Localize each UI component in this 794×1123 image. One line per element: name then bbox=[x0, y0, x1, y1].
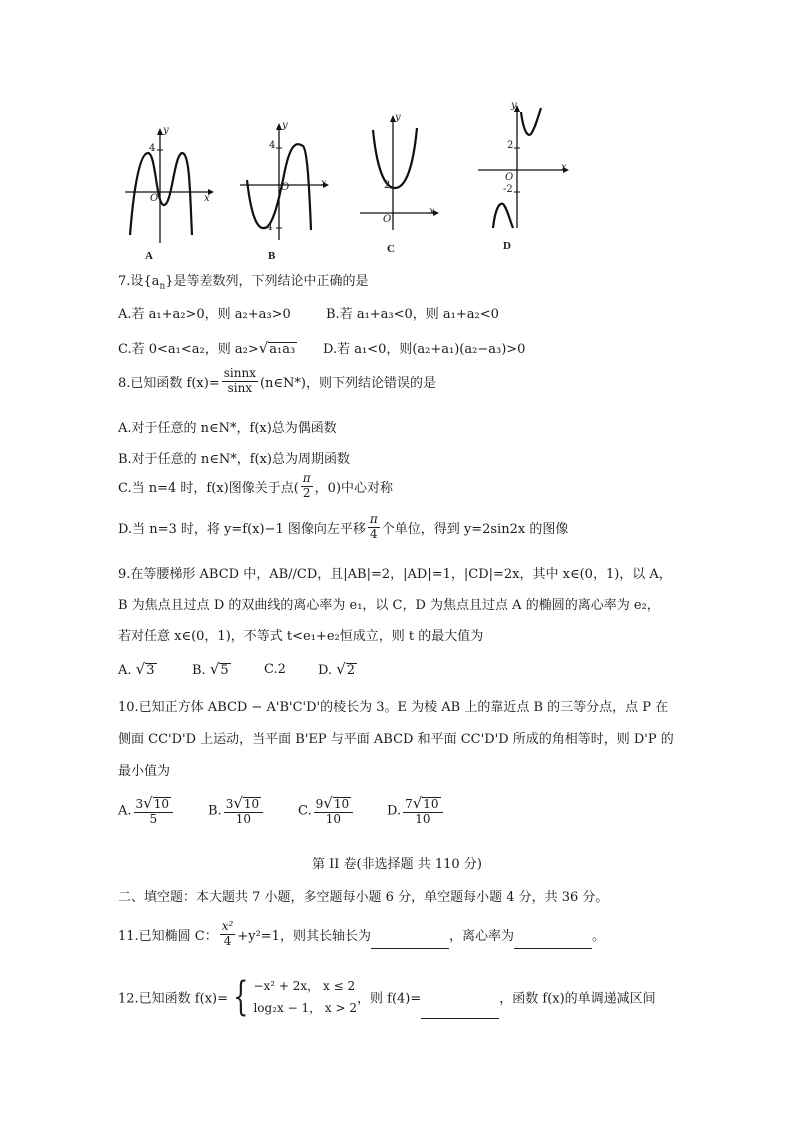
q9-option-d: D. √2 bbox=[318, 660, 356, 678]
graph-d-origin: O bbox=[505, 172, 514, 183]
q12-cases: −x² + 2x， x ≤ 2 log₂x − 1， x > 2 bbox=[253, 979, 357, 1015]
q9-line-2: B 为焦点且过点 D 的双曲线的离心率为 e₁，以 C，D 为焦点且过点 A 的椭圆的离心率为 e₂， bbox=[118, 598, 660, 613]
graph-b-caption: B bbox=[268, 250, 276, 262]
q10-line-2: 侧面 CC'D'D 上运动，当平面 B'EP 与平面 ABCD 和平面 CC'D'D 所成的角相等时，则 D'P 的 bbox=[118, 732, 674, 747]
graph-b-x-label: x bbox=[321, 178, 327, 189]
q7-option-d: D.若 a₁<0，则(a₂+a₁)(a₂−a₃)>0 bbox=[323, 342, 526, 357]
graph-d-caption: D bbox=[503, 240, 511, 252]
graph-b-tick-bottom: -4 bbox=[263, 222, 273, 233]
q8-fraction: $\frac{\text{sinnx}}{\sin x}$ bbox=[223, 366, 256, 395]
q11-blank-1[interactable] bbox=[371, 934, 449, 949]
q10-line-1: 10.已知正方体 ABCD − A'B'C'D'的棱长为 3。E 为棱 AB 上的靠近点 B 的三等分点，点 P 在 bbox=[118, 700, 669, 715]
q10-option-b: B. $\frac{3√10}{10}$ bbox=[208, 795, 265, 827]
q10-option-c: C. $\frac{9√10}{10}$ bbox=[298, 795, 355, 827]
graph-d-tick-top: 2 bbox=[507, 140, 514, 151]
q7-stem: 7.设$\{a_n\}$是等差数列，下列结论中正确的是 bbox=[118, 274, 369, 292]
graph-a-tick: 4 bbox=[149, 143, 156, 154]
q11: 11.已知椭圆 C： $\frac{\text{x²}}{4}$ +y²=1，则其长轴长为 ，离心率为 。 bbox=[118, 919, 605, 948]
graph-a-y-label: y bbox=[163, 125, 169, 136]
q8-d-fraction: $\frac{\pi}{4}$ bbox=[369, 512, 378, 541]
q7-option-c: C.若 0<a₁<a₂，则 a₂>√a₁a₃ bbox=[118, 339, 296, 357]
graph-d-tick-bottom: -2 bbox=[503, 184, 513, 195]
q9-option-c: C.2 bbox=[264, 662, 286, 677]
section-header: 二、填空题：本大题共 7 小题，多空题每小题 6 分，单空题每小题 4 分，共 36 分。 bbox=[118, 890, 609, 905]
graph-c-x-label: x bbox=[429, 206, 435, 217]
q10-option-a: A. $\frac{3√10}{5}$ bbox=[118, 795, 175, 827]
graph-a-x-label: x bbox=[204, 193, 210, 204]
q8-c-fraction: $\frac{\pi}{2}$ bbox=[302, 471, 311, 500]
q8-option-b: B.对于任意的 n∈N*，f(x)总为周期函数 bbox=[118, 452, 350, 467]
q8-option-a: A.对于任意的 n∈N*，f(x)总为偶函数 bbox=[118, 421, 337, 436]
graph-c-origin: O bbox=[383, 214, 392, 225]
q11-fraction: $\frac{\text{x²}}{4}$ bbox=[221, 919, 234, 948]
graph-d bbox=[475, 100, 575, 235]
q10-line-3: 最小值为 bbox=[118, 764, 171, 779]
graph-b bbox=[235, 120, 335, 255]
graph-d-x-label: x bbox=[561, 162, 567, 173]
q8-option-d: D.当 n=3 时，将 y=f(x)−1 图像向左平移 $\frac{\pi}{4}$ 个单位，得到 y=2sin2x 的图像 bbox=[118, 512, 569, 541]
q8-option-c: C.当 n=4 时，f(x)图像关于点( $\frac{\pi}{2}$ ，0)中心对称 bbox=[118, 471, 394, 500]
graph-c bbox=[355, 110, 445, 240]
q9-option-a: A. √3 bbox=[118, 660, 155, 678]
q10-option-d: D. $\frac{7√10}{10}$ bbox=[387, 795, 445, 827]
q9-option-b: B. √5 bbox=[192, 660, 229, 678]
q7-option-b: B.若 a₁+a₃<0，则 a₁+a₂<0 bbox=[326, 307, 499, 322]
graph-a-origin: O bbox=[150, 193, 159, 204]
q7-option-a: A.若 a₁+a₂>0，则 a₂+a₃>0 bbox=[118, 307, 291, 322]
q8-stem: 8.已知函数 f(x)= $\frac{\text{sinnx}}{\sin x}$ (n∈N*)，则下列结论错误的是 bbox=[118, 366, 436, 395]
graph-a-caption: A bbox=[145, 250, 153, 262]
q11-blank-2[interactable] bbox=[514, 934, 592, 949]
q9-line-1: 9.在等腰梯形 ABCD 中，AB//CD，且|AB|=2，|AD|=1，|CD|=2x，其中 x∈(0，1)，以 A， bbox=[118, 567, 672, 582]
graph-d-y-label: y bbox=[511, 100, 517, 111]
graph-b-tick-top: 4 bbox=[269, 140, 276, 151]
graph-b-origin: O bbox=[281, 182, 290, 193]
graph-a bbox=[120, 125, 215, 260]
graph-b-y-label: y bbox=[282, 120, 288, 131]
q12-brace: { bbox=[233, 974, 249, 1020]
graph-c-caption: C bbox=[387, 243, 395, 255]
graph-c-y-label: y bbox=[395, 112, 401, 123]
q9-line-3: 若对任意 x∈(0，1)，不等式 t<e₁+e₂恒成立，则 t 的最大值为 bbox=[118, 629, 484, 644]
q12: 12.已知函数 f(x)= { −x² + 2x， x ≤ 2 log₂x − 1， x > 2 ，则 f(4)= ，函数 f(x)的单调递减区间 bbox=[118, 974, 656, 1020]
q12-blank-1[interactable] bbox=[421, 1004, 499, 1019]
section-title: 第 II 卷(非选择题 共 110 分) bbox=[312, 857, 482, 872]
graph-c-tick: 2 bbox=[384, 180, 391, 191]
